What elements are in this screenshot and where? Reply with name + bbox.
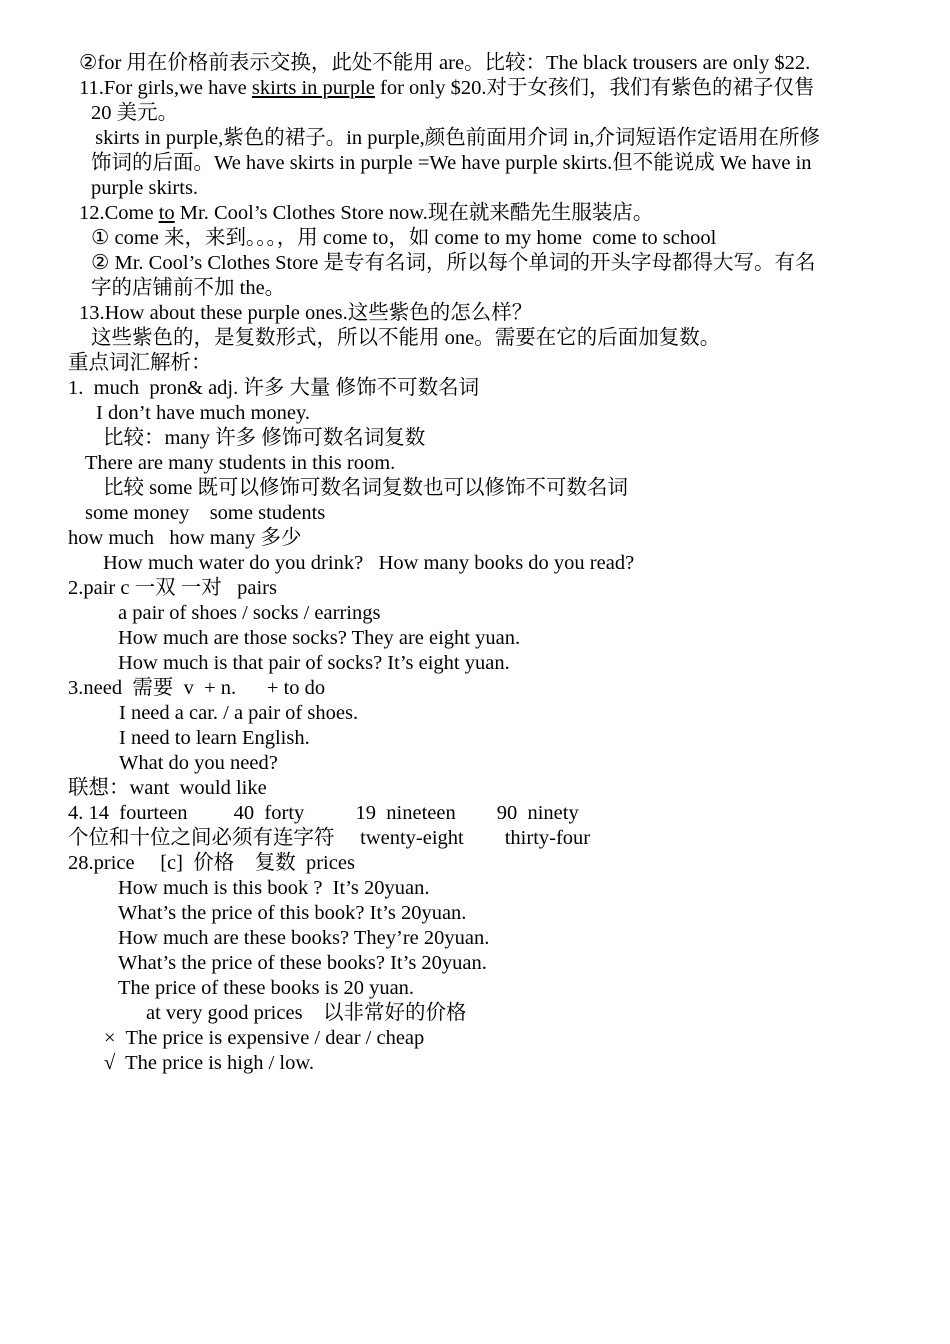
text-line-11 (79, 76, 815, 101)
text-line: 28.price [c] 价格 复数 prices (68, 852, 355, 874)
text-line: 4. 14 fourteen 40 forty 19 nineteen 90 ninety (68, 802, 579, 824)
text-line: 3.need 需要 v + n. + to do (68, 677, 326, 699)
text-line: ②for 用在价格前表示交换，此处不能用 are。比较：The black trousers are only $22. (79, 52, 811, 74)
underlined-phrase: skirts in purple (251, 77, 375, 99)
text-line: ② Mr. Cool’s Clothes Store 是专有名词，所以每个单词的开头字母都得大写。有名 (91, 252, 816, 274)
text-line: 这些紫色的，是复数形式，所以不能用 one。需要在它的后面加复数。 (91, 327, 721, 349)
text-line: What’s the price of this book? It’s 20yuan. (118, 902, 467, 924)
text-line: I don’t have much money. (96, 402, 311, 424)
text-line: How much is this book ? It’s 20yuan. (118, 877, 430, 899)
text-line: The price of these books is 20 yuan. (118, 977, 415, 999)
text-segment: for only $20.对于女孩们，我们有紫色的裙子仅售 (374, 77, 815, 99)
text-line: What’s the price of these books? It’s 20yuan. (118, 952, 487, 974)
text-line: How much water do you drink? How many books do you read? (103, 552, 635, 574)
text-segment: 11.For girls,we have (79, 77, 252, 99)
text-line: How much are these books? They’re 20yuan. (118, 927, 490, 949)
text-line: a pair of shoes / socks / earrings (118, 602, 381, 624)
text-line: There are many students in this room. (85, 452, 396, 474)
text-line: ① come 来，来到。。。，用 come to，如 come to my home come to school (91, 227, 717, 249)
text-line: × The price is expensive / dear / cheap (104, 1027, 425, 1049)
text-line: 20 美元。 (91, 102, 179, 124)
text-line: how much how many 多少 (68, 527, 302, 549)
text-line: 比较 some 既可以修饰可数名词复数也可以修饰不可数名词 (103, 477, 629, 499)
text-line: I need to learn English. (119, 727, 310, 749)
text-line: How much are those socks? They are eight yuan. (118, 627, 521, 649)
text-line: √ The price is high / low. (104, 1052, 314, 1074)
text-line: some money some students (85, 502, 326, 524)
text-line: 1. much pron& adj. 许多 大量 修饰不可数名词 (68, 377, 480, 399)
text-line: at very good prices 以非常好的价格 (146, 1002, 467, 1024)
text-line: purple skirts. (91, 177, 199, 199)
text-line: I need a car. / a pair of shoes. (119, 702, 359, 724)
text-line: skirts in purple,紫色的裙子。in purple,颜色前面用介词 in,介词短语作定语用在所修 (90, 127, 821, 149)
text-line-12 (79, 201, 653, 226)
section-heading: 重点词汇解析： (68, 352, 212, 374)
text-segment: 12.Come (79, 202, 159, 224)
text-line: 比较：many 许多 修饰可数名词复数 (103, 427, 426, 449)
underlined-word: to (158, 202, 175, 224)
text-line: 13.How about these purple ones.这些紫色的怎么样？ (79, 302, 533, 324)
text-line: 联想：want would like (68, 777, 267, 799)
text-line: 个位和十位之间必须有连字符 twenty-eight thirty-four (68, 827, 591, 849)
text-line: 2.pair c 一双 一对 pairs (68, 577, 277, 599)
text-line: What do you need? (119, 752, 278, 774)
text-line: How much is that pair of socks? It’s eight yuan. (118, 652, 510, 674)
text-segment: Mr. Cool’s Clothes Store now.现在就来酷先生服装店。 (174, 202, 654, 224)
text-line: 饰词的后面。We have skirts in purple =We have purple skirts.但不能说成 We have in (91, 152, 812, 174)
text-line: 字的店铺前不加 the。 (91, 277, 286, 299)
